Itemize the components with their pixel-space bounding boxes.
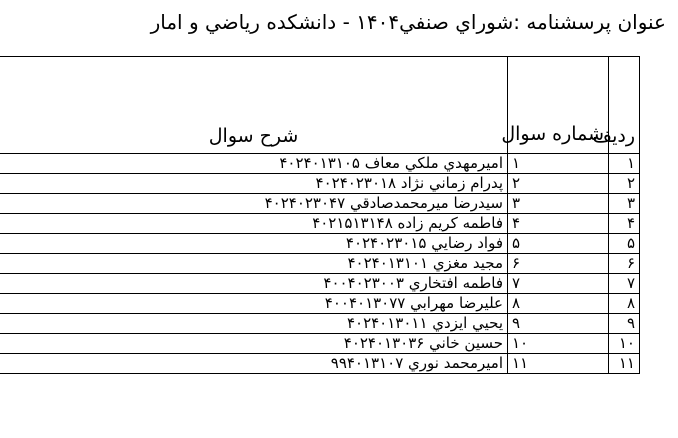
row-question-number: ۳ xyxy=(508,194,609,214)
row-radif: ۸ xyxy=(609,294,640,314)
row-radif: ۶ xyxy=(609,254,640,274)
row-description: مجيد مغزي ۴۰۲۴۰۱۳۱۰۱ xyxy=(0,254,508,274)
row-description: فاطمه افتخاري ۴۰۰۴۰۲۳۰۰۳ xyxy=(0,274,508,294)
row-question-number: ۱ xyxy=(508,154,609,174)
row-question-number: ۷ xyxy=(508,274,609,294)
row-radif: ۱ xyxy=(609,154,640,174)
table-row xyxy=(0,214,640,234)
row-radif: ۱۱ xyxy=(609,354,640,374)
row-description: اميرمحمد نوري ۹۹۴۰۱۳۱۰۷ xyxy=(0,354,508,374)
row-question-number: ۶ xyxy=(508,254,609,274)
table-row xyxy=(0,194,640,214)
table-row xyxy=(0,154,640,174)
header-radif: رديف xyxy=(609,57,640,154)
table-row xyxy=(0,294,640,314)
table-row xyxy=(0,334,640,354)
questions-table xyxy=(0,56,640,374)
row-question-number: ۸ xyxy=(508,294,609,314)
row-radif: ۱۰ xyxy=(609,334,640,354)
table-row xyxy=(0,354,640,374)
row-description: حسين خاني ۴۰۲۴۰۱۳۰۳۶ xyxy=(0,334,508,354)
row-radif: ۵ xyxy=(609,234,640,254)
row-question-number: ۲ xyxy=(508,174,609,194)
row-radif: ۳ xyxy=(609,194,640,214)
row-description: سيدرضا ميرمحمدصادقي ۴۰۲۴۰۲۳۰۴۷ xyxy=(0,194,508,214)
table-row xyxy=(0,314,640,334)
row-question-number: ۹ xyxy=(508,314,609,334)
row-question-number: ۱۱ xyxy=(508,354,609,374)
row-description: فواد رضايي ۴۰۲۴۰۲۳۰۱۵ xyxy=(0,234,508,254)
table-row xyxy=(0,234,640,254)
table-row xyxy=(0,254,640,274)
header-description: شرح سوال xyxy=(0,57,508,154)
row-radif: ۷ xyxy=(609,274,640,294)
table-row xyxy=(0,174,640,194)
document-title: عنوان پرسشنامه :شوراي صنفي۱۴۰۴ - دانشکده رياضي و امار xyxy=(150,10,666,34)
row-description: فاطمه کريم زاده ۴۰۲۱۵۱۳۱۴۸ xyxy=(0,214,508,234)
row-radif: ۲ xyxy=(609,174,640,194)
row-question-number: ۴ xyxy=(508,214,609,234)
row-description: عليرضا مهرابي ۴۰۰۴۰۱۳۰۷۷ xyxy=(0,294,508,314)
table-header-row xyxy=(0,57,640,154)
row-description: اميرمهدي ملکي معاف ۴۰۲۴۰۱۳۱۰۵ xyxy=(0,154,508,174)
row-description: يحيي ايزدي ۴۰۲۴۰۱۳۰۱۱ xyxy=(0,314,508,334)
table-row xyxy=(0,274,640,294)
row-question-number: ۱۰ xyxy=(508,334,609,354)
row-radif: ۹ xyxy=(609,314,640,334)
row-question-number: ۵ xyxy=(508,234,609,254)
row-radif: ۴ xyxy=(609,214,640,234)
header-question-number: شماره سوال xyxy=(508,57,609,154)
row-description: پدرام زماني نژاد ۴۰۲۴۰۲۳۰۱۸ xyxy=(0,174,508,194)
